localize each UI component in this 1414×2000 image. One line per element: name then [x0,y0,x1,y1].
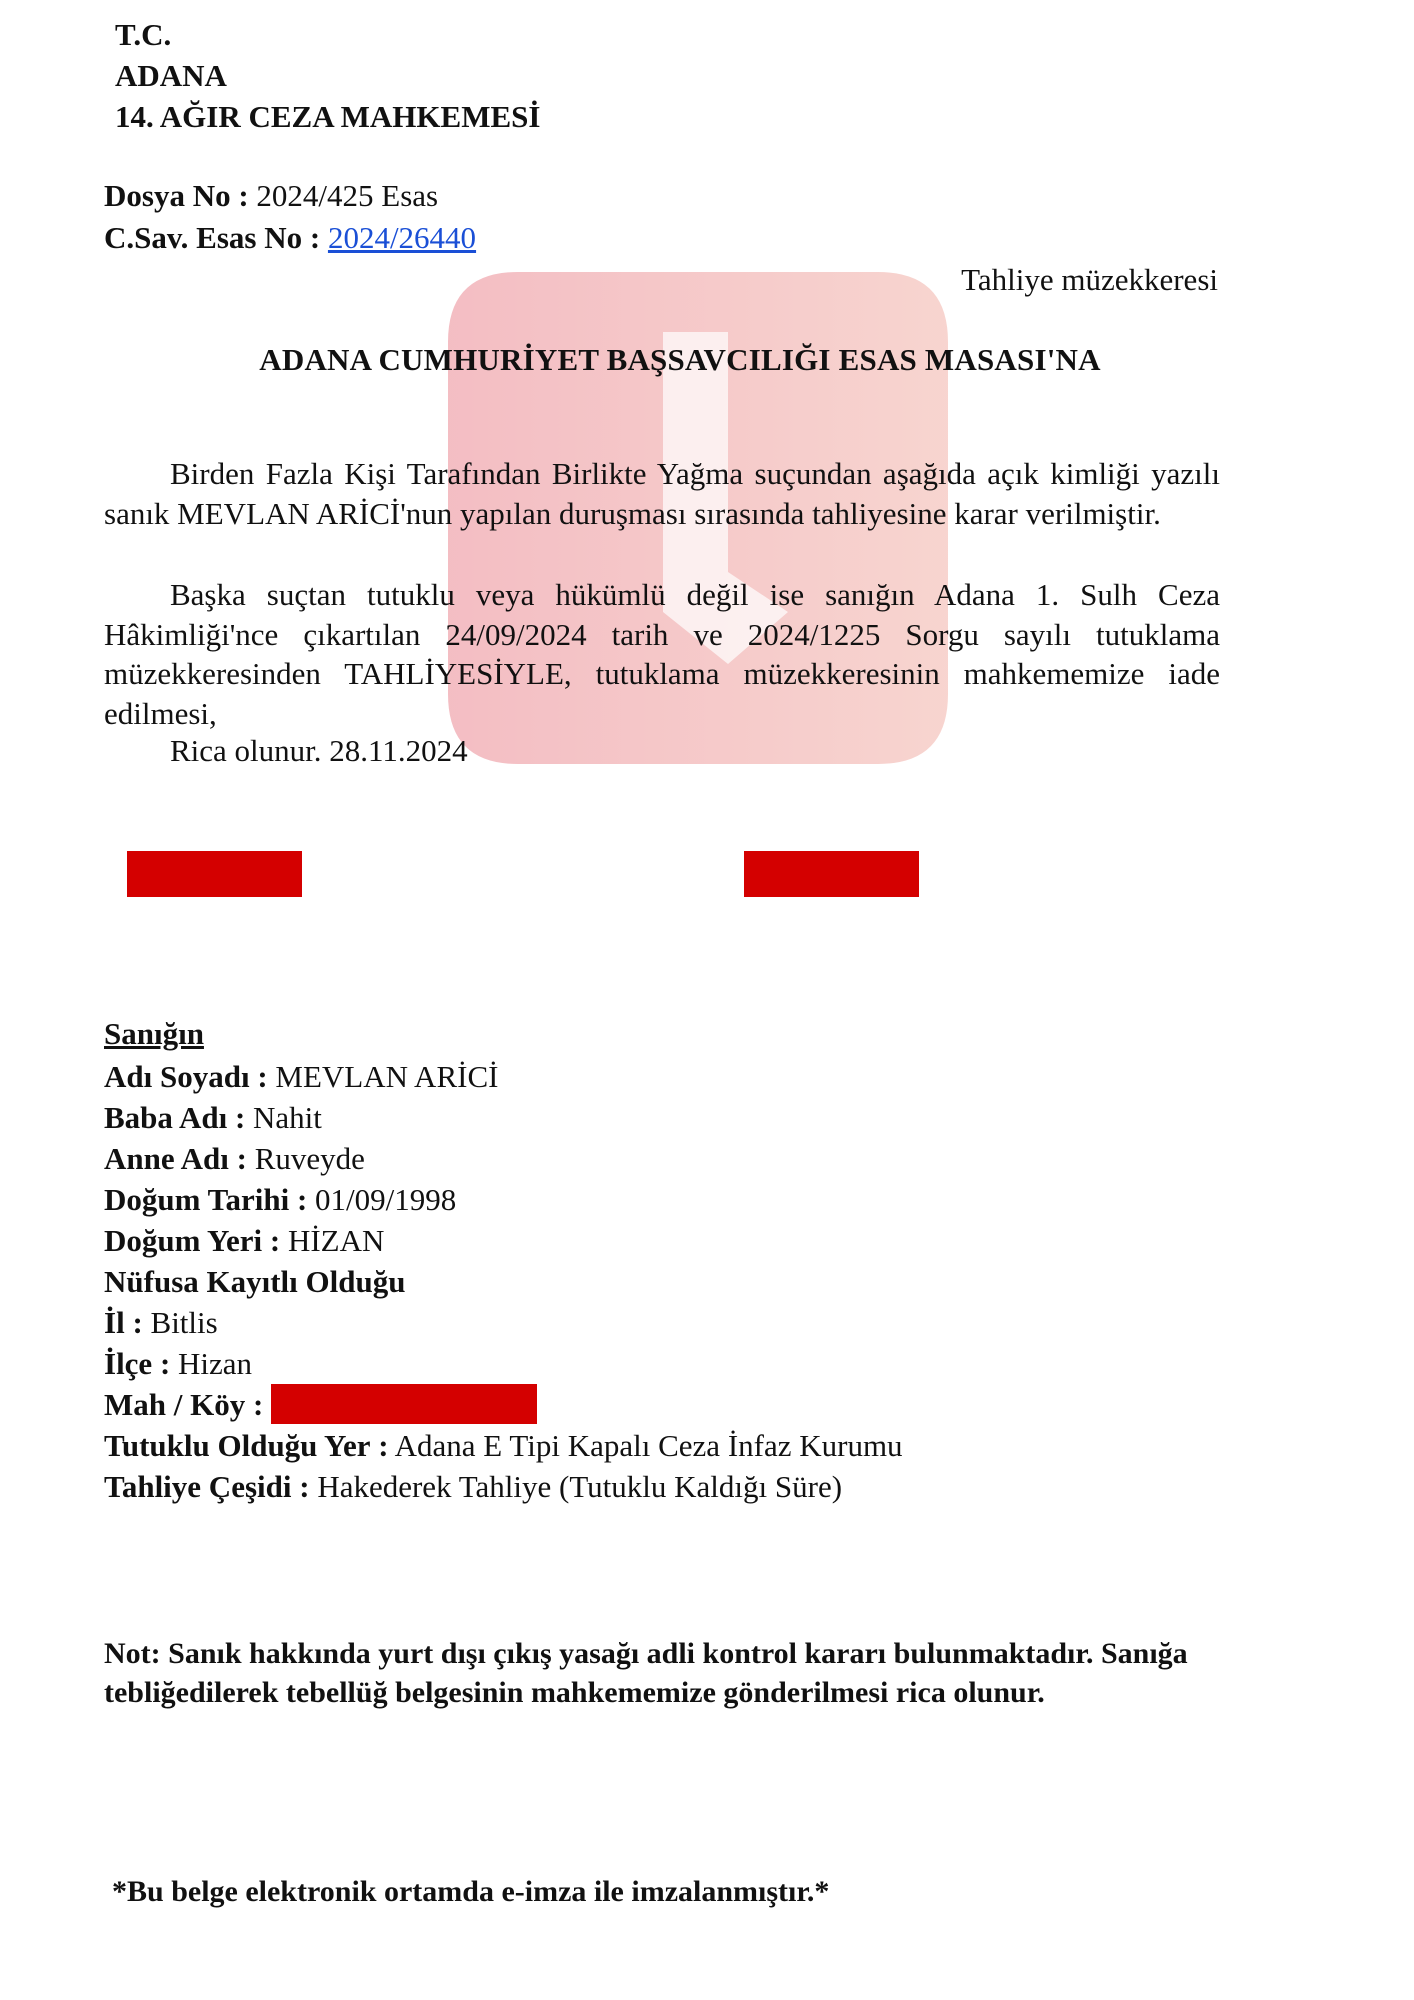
field-label: Tahliye Çeşidi [104,1469,292,1504]
registry-heading-text: Nüfusa Kayıtlı Olduğu [104,1264,406,1299]
csav-no-separator: : [309,220,321,255]
body-paragraph-2 [104,575,1220,733]
field-label: Baba Adı [104,1100,228,1135]
city-label: ADANA [115,58,227,93]
field-label: Adı Soyadı [104,1059,250,1094]
esign-statement: *Bu belge elektronik ortamda e-imza ile imzalanmıştır.* [112,1875,830,1908]
redacted-signature-left [127,851,302,897]
field-label: Doğum Tarihi [104,1182,290,1217]
body-paragraph-1-text: Birden Fazla Kişi Tarafından Birlikte Yağma suçundan aşağıda açık kimliği yazılı sanık MEVLAN ARİCİ'nun yapılan duruşması sırasında tahliyesine karar verilmiştir. [104,456,1220,531]
dosya-no-label: Dosya No [104,178,231,213]
csav-no-link[interactable]: 2024/26440 [327,220,477,255]
field-value: Nahit [253,1100,322,1135]
field-separator: : [269,1223,281,1258]
csav-no-row [104,218,476,258]
field-value: Hizan [178,1346,253,1381]
field-row-mother [104,1138,903,1179]
closing-line: Rica olunur. 28.11.2024 [170,733,468,768]
defendant-fields [104,1056,903,1507]
field-separator: : [252,1387,264,1422]
field-row-detention-place [104,1425,903,1466]
field-value: Adana E Tipi Kapalı Ceza İnfaz Kurumu [394,1428,903,1463]
court-header [115,14,540,137]
field-separator: : [378,1428,389,1463]
field-row-release-type [104,1466,903,1507]
redacted-signature-right [744,851,919,897]
field-row-father [104,1097,903,1138]
dosya-no-separator: : [238,178,249,213]
body-paragraph-2-text: Başka suçtan tutuklu veya hükümlü değil ise sanığın Adana 1. Sulh Ceza Hâkimliği'nce çıkartılan 24/09/2024 tarih ve 2024/1225 Sorgu sayılı tutuklama müzekkeresinden TAHLİYESİYLE, tutuklama müzekkeresinin mahkememize iade edilmesi, [104,577,1220,731]
defendant-section-title: Sanığın [104,1016,204,1051]
field-label: Doğum Yeri [104,1223,263,1258]
field-row-birth-place [104,1220,903,1261]
field-value: Bitlis [150,1305,218,1340]
country-label: T.C. [115,17,172,52]
field-label: Tutuklu Olduğu Yer [104,1428,371,1463]
note-text: Not: Sanık hakkında yurt dışı çıkış yasağı adli kontrol kararı bulunmaktadır. Sanığa tebliğedilerek tebellüğ belgesinin mahkememize gönderilmesi rica olunur. [104,1637,1188,1709]
field-value: Hakederek Tahliye (Tutuklu Kaldığı Süre) [317,1469,843,1504]
redacted-village [271,1384,537,1424]
addressee-heading: ADANA CUMHURİYET BAŞSAVCILIĞI ESAS MASASI'NA [259,342,1101,377]
field-value: MEVLAN ARİCİ [275,1059,499,1094]
registry-heading [104,1261,903,1302]
body-paragraph-1 [104,454,1220,533]
field-separator: : [257,1059,268,1094]
field-row-district [104,1343,903,1384]
field-value: HİZAN [287,1223,385,1258]
field-label: Anne Adı [104,1141,229,1176]
field-label: İlçe [104,1346,153,1381]
field-row-village [104,1384,903,1425]
field-row-province [104,1302,903,1343]
field-row-name [104,1056,903,1097]
dosya-no-value: 2024/425 Esas [256,178,439,213]
field-separator: : [159,1346,171,1381]
field-separator: : [132,1305,143,1340]
field-label: İl [104,1305,125,1340]
field-value: 01/09/1998 [315,1182,457,1217]
csav-no-label: C.Sav. Esas No [104,220,303,255]
field-separator: : [234,1100,246,1135]
field-separator: : [236,1141,247,1176]
field-separator: : [299,1469,310,1504]
dosya-no-row [104,176,438,216]
field-row-birth-date [104,1179,903,1220]
field-separator: : [296,1182,308,1217]
field-value: Ruveyde [254,1141,365,1176]
document-type: Tahliye müzekkeresi [961,262,1218,297]
field-label: Mah / Köy [104,1387,246,1422]
court-name: 14. AĞIR CEZA MAHKEMESİ [115,99,541,134]
